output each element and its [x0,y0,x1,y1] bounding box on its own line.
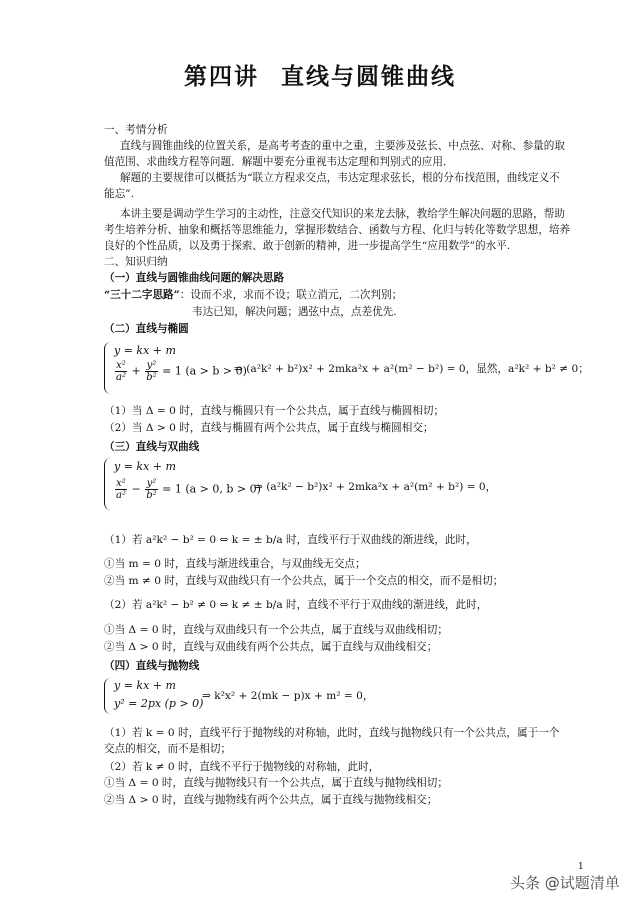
hyperbola-case-1a: ①当 m = 0 时，直线与渐进线重合，与双曲线无交点； [104,558,366,570]
hyperbola-case-2: （2）若 a²k² − b² ≠ 0 ⇔ k ≠ ± b/a 时，直线不平行于双曲线的渐进线，此时， [104,599,488,611]
hyperbola-case-1b: ②当 m ≠ 0 时，直线与双曲线只有一个公共点，属于一个交点的相交，而不是相切； [104,575,504,587]
ellipse-result: ⇒ (a²k² + b²)x² + 2mka²x + a²(m² − b²) = 0，显然，a²k² + b² ≠ 0； [234,363,589,375]
hyperbola-system-brace [104,458,113,510]
parabola-case-2a: ①当 Δ = 0 时，直线与抛物线只有一个公共点，属于直线与抛物线相切； [104,777,448,789]
page-title [0,58,640,91]
hyperbola-condition: = 1 (a > 0, b > 0) [162,482,261,496]
hyperbola-line-equation: y = kx + m [114,460,176,473]
title-main: 第四讲 [184,64,259,90]
subheading-three: （三）直线与双曲线 [104,441,200,453]
parabola-line-equation: y = kx + m [114,679,176,692]
parabola-case-1: （1）若 k = 0 时，直线平行于抛物线的对称轴，此时，直线与抛物线只有一个公共点，属于一个 [104,727,560,739]
paragraph-2-line-2: 能忘”. [104,188,134,200]
parabola-equation: y² = 2px (p > 0) [114,697,204,710]
section-heading-1: 一、考情分析 [104,124,168,136]
paragraph-1-line-1: 直线与圆锥曲线的位置关系，是高考考查的重中之重，主要涉及弦长、中点弦、对称、参量的取 [120,140,565,152]
thirty-two-char-line-2: 韦达已知，解决问题；遇弦中点，点差优先. [192,306,397,318]
subheading-four: （四）直线与抛物线 [104,660,200,672]
ellipse-equation: $\frac{\text{x²}}{\text{a²}}$ + $\frac{\text{y²}}{\text{b²}}$ = 1 (a > b > 0) [116,360,247,383]
thirty-two-text: ：设而不求，求而不设；联立消元，二次判别； [179,289,403,301]
parabola-case-2b: ②当 Δ > 0 时，直线与抛物线有两个公共点，属于直线与抛物线相交； [104,794,438,806]
parabola-case-1-cont: 交点的相交，而不是相切； [104,743,232,755]
ellipse-case-2: （2）当 Δ > 0 时，直线与椭圆有两个公共点，属于直线与椭圆相交； [104,422,434,434]
subheading-one: （一）直线与圆锥曲线问题的解决思路 [104,272,285,284]
hyperbola-equation: $\frac{\text{x²}}{\text{a²}}$ − $\frac{\text{y²}}{\text{b²}}$ = 1 (a > 0, b > 0) [116,478,261,501]
subheading-two: （二）直线与椭圆 [104,323,189,335]
parabola-result: ⇒ k²x² + 2(mk − p)x + m² = 0， [202,690,374,702]
hyperbola-case-1: （1）若 a²k² − b² = 0 ⇔ k = ± b/a 时，直线平行于双曲线的渐进线，此时， [104,534,477,546]
paragraph-3-line-1: 本讲主要是调动学生学习的主动性，注意交代知识的来龙去脉，教给学生解决问题的思路，帮助 [120,208,565,220]
paragraph-3-line-3: 良好的个性品质，以及勇于探索、敢于创新的精神，进一步提高学生“应用数学”的水平. [104,240,511,252]
title-sub: 直线与圆锥曲线 [281,64,456,90]
ellipse-case-1: （1）当 Δ = 0 时，直线与椭圆只有一个公共点，属于直线与椭圆相切； [104,405,445,417]
ellipse-system-brace [104,342,113,394]
parabola-system-brace [104,678,113,714]
hyperbola-case-2b: ②当 Δ > 0 时，直线与双曲线有两个公共点，属于直线与双曲线相交； [104,641,438,653]
thirty-two-label: “三十二字思路” [104,289,180,301]
paragraph-2-line-1: 解题的主要规律可以概括为“联立方程求交点，韦达定理求弦长，根的分布找范围，曲线定义不 [120,172,560,184]
ellipse-line-equation: y = kx + m [114,344,176,357]
page-number: 1 [578,862,584,872]
thirty-two-char-line-1 [104,288,584,302]
section-heading-2: 二、知识归纳 [104,256,168,268]
hyperbola-case-2a: ①当 Δ = 0 时，直线与双曲线只有一个公共点，属于直线与双曲线相切； [104,624,448,636]
ellipse-condition: = 1 (a > b > 0) [162,364,247,378]
hyperbola-result: ⇒ (a²k² − b²)x² + 2mka²x + a²(m² + b²) = 0， [254,481,497,493]
watermark: 头条 @试题清单 [510,874,620,892]
paragraph-1-line-2: 值范围、求曲线方程等问题．解题中要充分重视韦达定理和判别式的应用． [104,156,454,168]
paragraph-3-line-2: 考生培养分析、抽象和概括等思维能力，掌握形数结合、函数与方程、化归与转化等数学思想，培养 [104,224,571,236]
parabola-case-2: （2）若 k ≠ 0 时，直线不平行于抛物线的对称轴，此时， [104,761,380,773]
